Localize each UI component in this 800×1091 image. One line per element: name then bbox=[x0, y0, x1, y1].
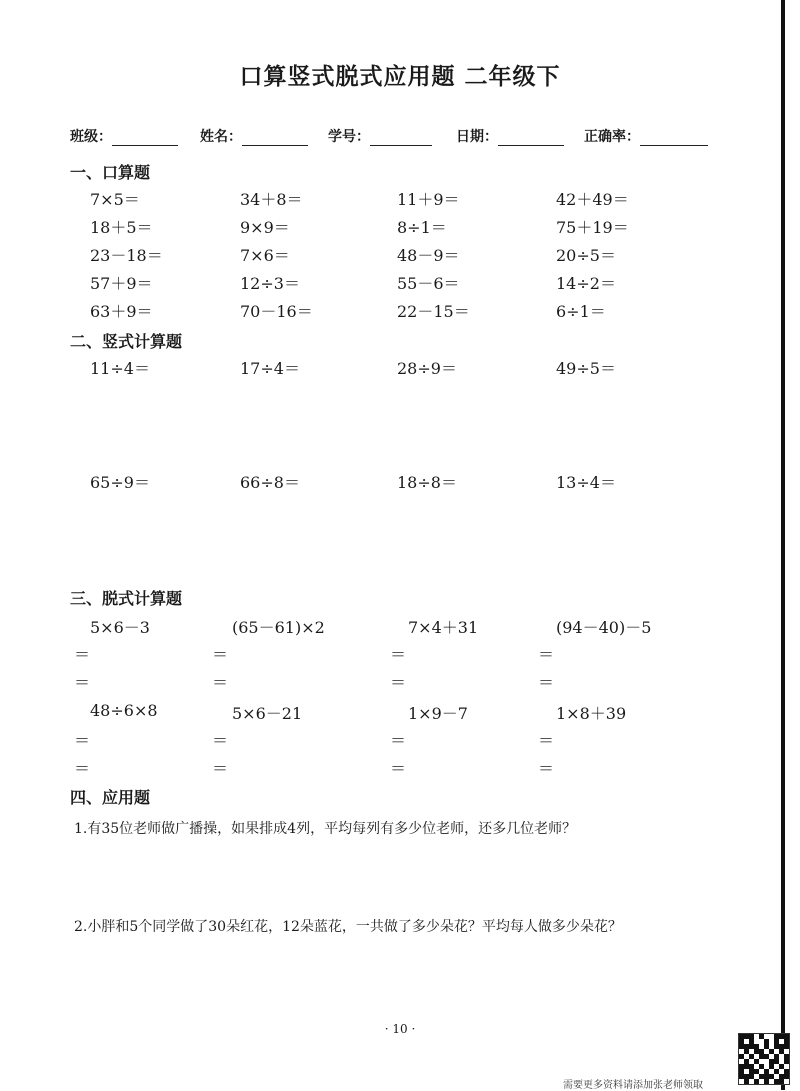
student-id-label: 学号： bbox=[328, 129, 370, 145]
accuracy-field bbox=[584, 126, 708, 146]
date-field bbox=[456, 126, 564, 146]
equals-sign: ＝ bbox=[538, 731, 555, 750]
page-title: 口算竖式脱式应用题 二年级下 bbox=[239, 64, 561, 90]
vertical-problem: 28÷9＝ bbox=[397, 359, 457, 378]
stepwise-problem: (65－61)×2 bbox=[232, 618, 325, 637]
vertical-problem: 11÷4＝ bbox=[90, 359, 150, 378]
stepwise-problem: (94－40)－5 bbox=[556, 618, 652, 637]
stepwise-problem: 1×8＋39 bbox=[556, 704, 627, 723]
oral-problem: 42＋49＝ bbox=[556, 190, 629, 209]
oral-problem: 23－18＝ bbox=[90, 246, 163, 265]
oral-problem: 11＋9＝ bbox=[397, 190, 460, 209]
oral-problem: 12÷3＝ bbox=[240, 274, 300, 293]
oral-problem: 9×9＝ bbox=[240, 218, 290, 237]
word-problem: 1.有35位老师做广播操，如果排成4列，平均每列有多少位老师，还多几位老师？ bbox=[74, 821, 577, 837]
section-oral-heading: 一、口算题 bbox=[70, 163, 151, 182]
vertical-problem: 49÷5＝ bbox=[556, 359, 616, 378]
oral-problem: 55－6＝ bbox=[397, 274, 460, 293]
oral-problem: 18＋5＝ bbox=[90, 218, 153, 237]
oral-problem: 7×5＝ bbox=[90, 190, 140, 209]
student-id-blank bbox=[370, 131, 432, 146]
qr-code-image bbox=[738, 1033, 790, 1085]
student-id-field bbox=[328, 126, 432, 146]
equals-sign: ＝ bbox=[74, 759, 91, 778]
equals-sign: ＝ bbox=[74, 645, 91, 664]
class-blank bbox=[112, 131, 178, 146]
class-field bbox=[70, 126, 178, 146]
vertical-problem: 18÷8＝ bbox=[397, 473, 457, 492]
equals-sign: ＝ bbox=[74, 731, 91, 750]
equals-sign: ＝ bbox=[538, 759, 555, 778]
equals-sign: ＝ bbox=[74, 673, 91, 692]
oral-problem: 48－9＝ bbox=[397, 246, 460, 265]
vertical-problem: 13÷4＝ bbox=[556, 473, 616, 492]
accuracy-label: 正确率： bbox=[584, 129, 640, 145]
name-blank bbox=[242, 131, 308, 146]
oral-problem: 70－16＝ bbox=[240, 302, 313, 321]
equals-sign: ＝ bbox=[390, 673, 407, 692]
equals-sign: ＝ bbox=[390, 645, 407, 664]
oral-problem: 63＋9＝ bbox=[90, 302, 153, 321]
section-word-problems-heading: 四、应用题 bbox=[70, 788, 151, 807]
vertical-problem: 17÷4＝ bbox=[240, 359, 300, 378]
name-field bbox=[200, 126, 308, 146]
equals-sign: ＝ bbox=[390, 731, 407, 750]
section-vertical-heading: 二、竖式计算题 bbox=[70, 332, 183, 351]
equals-sign: ＝ bbox=[212, 731, 229, 750]
footer-note: 需要更多资料请添加张老师领取 bbox=[563, 1080, 703, 1091]
stepwise-problem: 5×6－21 bbox=[232, 704, 303, 723]
equals-sign: ＝ bbox=[538, 645, 555, 664]
page-number: · 10 · bbox=[384, 1022, 416, 1036]
equals-sign: ＝ bbox=[390, 759, 407, 778]
date-label: 日期： bbox=[456, 129, 498, 145]
stepwise-problem: 1×9－7 bbox=[408, 704, 468, 723]
oral-problem: 7×6＝ bbox=[240, 246, 290, 265]
oral-problem: 14÷2＝ bbox=[556, 274, 616, 293]
oral-problem: 75＋19＝ bbox=[556, 218, 629, 237]
oral-problem: 8÷1＝ bbox=[397, 218, 447, 237]
class-label: 班级： bbox=[70, 129, 112, 145]
date-blank bbox=[498, 131, 564, 146]
equals-sign: ＝ bbox=[212, 759, 229, 778]
vertical-problem: 65÷9＝ bbox=[90, 473, 150, 492]
name-label: 姓名： bbox=[200, 129, 242, 145]
page-edge-bar bbox=[781, 0, 785, 1090]
oral-problem: 20÷5＝ bbox=[556, 246, 616, 265]
equals-sign: ＝ bbox=[212, 673, 229, 692]
vertical-problem: 66÷8＝ bbox=[240, 473, 300, 492]
oral-problem: 34＋8＝ bbox=[240, 190, 303, 209]
oral-problem: 6÷1＝ bbox=[556, 302, 606, 321]
stepwise-problem: 7×4＋31 bbox=[408, 618, 479, 637]
oral-problem: 22－15＝ bbox=[397, 302, 470, 321]
equals-sign: ＝ bbox=[212, 645, 229, 664]
equals-sign: ＝ bbox=[538, 673, 555, 692]
accuracy-blank bbox=[640, 131, 708, 146]
stepwise-problem: 5×6－3 bbox=[90, 618, 150, 637]
stepwise-problem: 48÷6×8 bbox=[90, 701, 158, 720]
word-problem: 2.小胖和5个同学做了30朵红花，12朵蓝花，一共做了多少朵花？平均每人做多少朵花？ bbox=[74, 919, 622, 935]
oral-problem: 57＋9＝ bbox=[90, 274, 153, 293]
section-stepwise-heading: 三、脱式计算题 bbox=[70, 589, 183, 608]
